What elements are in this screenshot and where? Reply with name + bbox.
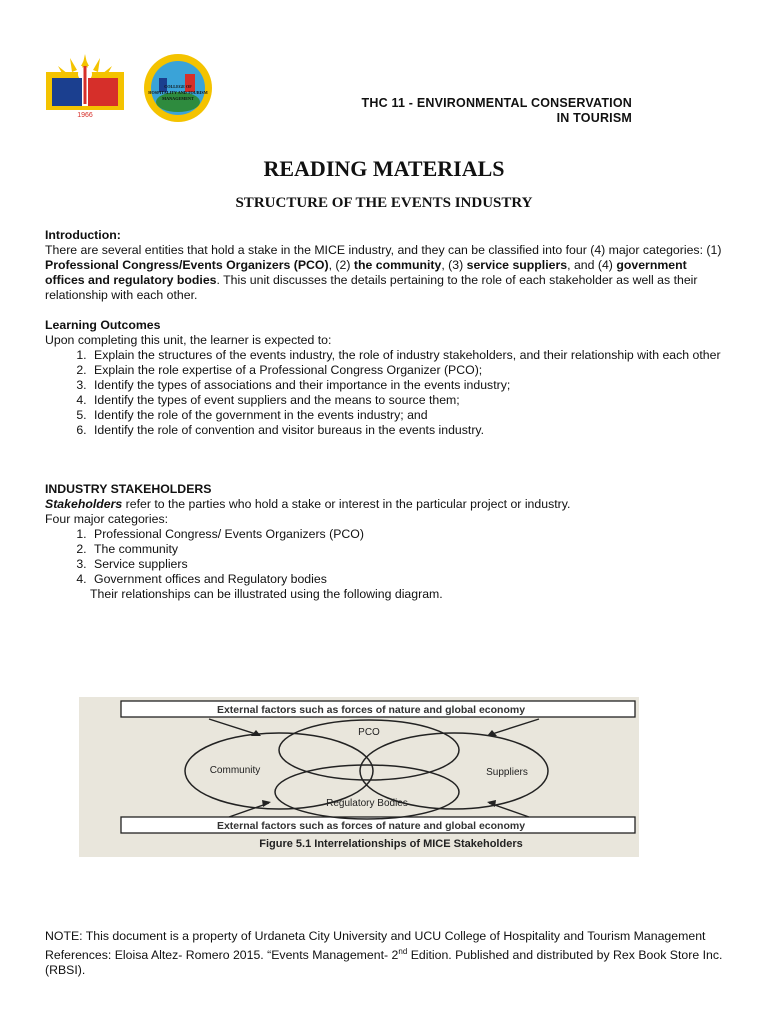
intro-text: . This unit discusses the details pertaining to the role of each stakeholder as well as their relationship with each other. — [45, 273, 698, 302]
intro-bold-suppliers: service suppliers — [466, 258, 568, 272]
document-note — [45, 929, 723, 978]
learning-outcomes-section — [45, 318, 723, 438]
stakeholders-after: Their relationships can be illustrated using the following diagram. — [90, 587, 443, 601]
college-logo — [137, 52, 219, 124]
logo-text-2: HOSPITALITY AND TOURISM — [148, 90, 208, 95]
logo-text-1: COLLEGE OF — [164, 84, 192, 89]
list-item: 4. Government offices and Regulatory bodies — [90, 572, 723, 587]
list-item: 2. Explain the role expertise of a Professional Congress Organizer (PCO); — [90, 363, 723, 378]
intro-text: , and (4) — [567, 258, 617, 272]
intro-bold-pco: Professional Congress/Events Organizers (PCO) — [45, 258, 329, 272]
stakeholders-term: Stakeholders — [45, 497, 123, 511]
page-subtitle: STRUCTURE OF THE EVENTS INDUSTRY — [235, 195, 533, 211]
stakeholders-lead: Four major categories: — [45, 512, 169, 526]
stakeholders-diagram — [79, 697, 639, 857]
intro-text: , (3) — [441, 258, 467, 272]
community-label: Community — [209, 765, 261, 776]
course-title — [362, 96, 632, 126]
stakeholders-heading: INDUSTRY STAKEHOLDERS — [45, 482, 212, 496]
list-item: 3. Service suppliers — [90, 557, 723, 572]
logo-text-3: MANAGEMENT — [162, 96, 194, 101]
references-line — [45, 944, 723, 978]
stakeholders-definition — [45, 497, 723, 512]
regulatory-label: Regulatory Bodies — [326, 798, 408, 809]
learning-outcomes-heading: Learning Outcomes — [45, 318, 161, 332]
stakeholders-section — [45, 482, 723, 602]
top-external-label: External factors such as forces of nature and global economy — [216, 704, 526, 716]
figure-caption: Figure 5.1 Interrelationships of MICE Stakeholders — [259, 838, 523, 850]
suppliers-label: Suppliers — [486, 767, 528, 778]
course-title-line2: IN TOURISM — [556, 111, 632, 125]
intro-bold-community: the community — [353, 258, 442, 272]
university-logo — [44, 54, 126, 120]
bottom-external-label: External factors such as forces of nature and global economy — [216, 820, 526, 832]
logo-year: 1966 — [77, 112, 93, 119]
list-item: 4. Identify the types of event suppliers and the means to source them; — [90, 393, 723, 408]
list-item: 6. Identify the role of convention and visitor bureaus in the events industry. — [90, 423, 723, 438]
course-title-line1: THC 11 - ENVIRONMENTAL CONSERVATION — [361, 96, 632, 110]
learning-outcomes-lead: Upon completing this unit, the learner is expected to: — [45, 333, 332, 347]
intro-text: , (2) — [328, 258, 354, 272]
list-item: 2. The community — [90, 542, 723, 557]
note-line: NOTE: This document is a property of Urdaneta City University and UCU College of Hospitality and Tourism Management — [45, 929, 706, 943]
list-item: 5. Identify the role of the government in the events industry; and — [90, 408, 723, 423]
introduction-heading: Introduction: — [45, 228, 121, 242]
list-item: 1. Professional Congress/ Events Organizers (PCO) — [90, 527, 723, 542]
reference-text: Edition. Published and distributed by Rex Book Store Inc. (RBSI). — [45, 948, 723, 978]
introduction-section — [45, 228, 723, 303]
list-item: 1. Explain the structures of the events industry, the role of industry stakeholders, and their relationship with each other — [90, 348, 723, 363]
intro-text: There are several entities that hold a stake in the MICE industry, and they can be classified into four (4) major categories: (1) — [45, 243, 722, 257]
intro-bold-government: government offices and regulatory bodies — [45, 258, 687, 287]
learning-outcomes-list — [45, 348, 723, 438]
introduction-paragraph — [45, 243, 723, 303]
reference-text: References: Eloisa Altez- Romero 2015. “Events Management- 2 — [45, 948, 399, 963]
page-title: READING MATERIALS — [263, 156, 505, 181]
pco-label: PCO — [358, 727, 380, 738]
stakeholders-definition-text: refer to the parties who hold a stake or interest in the particular project or industry. — [122, 497, 571, 511]
reference-superscript: nd — [398, 947, 408, 956]
list-item: 3. Identify the types of associations and their importance in the events industry; — [90, 378, 723, 393]
stakeholders-list — [45, 527, 723, 587]
